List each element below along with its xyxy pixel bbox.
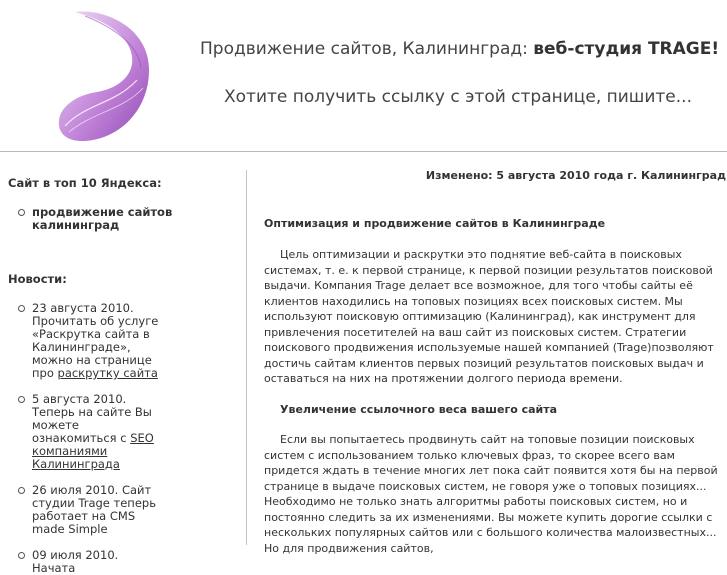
news-item (32, 484, 162, 536)
sidebar-top-link[interactable]: продвижение сайтов калининград (32, 205, 173, 232)
news-item (32, 302, 164, 380)
header-title (200, 39, 719, 59)
sidebar-top-list (8, 206, 240, 232)
news-list (8, 302, 240, 575)
article-paragraph-2: Если вы попытаетесь продвинуть сайт на топовые позиции поисковых систем с использованием только ключевых фраз, то скорее всего вам придется ждать в течение многих лет пока сайт появится хотя бы на первой странице в выдаче поисковых систем, не говоря уже о топовых позициях... Необходимо не только знать алгоритмы работы поисковых систем, но и постоянно следить за их изменениями. Вы можете купить дорогие ссылки с нескольких популярных сайтов или с большого количества малоизвестных... Но для продвижения сайтов, (264, 433, 718, 555)
news-text: 23 августа 2010. Прочитать об услуге «Раскрутка сайта в Калининграде», можно на странице про (32, 301, 159, 380)
news-item (32, 549, 162, 575)
site-header (0, 0, 727, 151)
trage-swirl-logo[interactable] (45, 8, 160, 144)
news-link-raskrutka[interactable]: раскрутку сайта (57, 366, 158, 380)
news-text: 5 августа 2010. Теперь на сайте Вы можете ознакомиться с (32, 392, 152, 445)
news-link-seo-companies[interactable]: SEO компаниями Калининграда (32, 431, 154, 471)
list-item (32, 206, 240, 232)
changed-date: Изменено: 5 августа 2010 года г. Калининград (425, 169, 726, 182)
article-subheading: Увеличение ссылочного веса вашего сайта (280, 402, 558, 416)
header-subtitle: Хотите получить ссылку с этой странице, пишите... (224, 87, 692, 107)
header-title-prefix: Продвижение сайтов, Калининград: (200, 39, 528, 59)
sidebar (8, 176, 240, 575)
header-title-strong: веб-студия TRAGE! (533, 39, 720, 59)
sidebar-top-heading: Сайт в топ 10 Яндекса: (8, 176, 162, 190)
header-divider (0, 151, 727, 152)
sidebar-news-heading: Новости: (8, 272, 67, 286)
column-divider (246, 170, 247, 545)
news-text: 26 июля 2010. Сайт студии Trage теперь работает на CMS made Simple (32, 483, 156, 536)
news-item (32, 393, 162, 471)
news-text: 09 июля 2010. Начата (32, 548, 119, 575)
main-content (264, 168, 726, 556)
article-paragraph-1: Цель оптимизации и раскрутки это поднятие веб-сайта в поисковых системах, т. е. к первой странице, к первой позиции результатов поисковой выдачи. Компания Trage делает все возможное, для того чтобы сайты её клиентов находились на топовых позициях всех поисковых систем. Мы используют поисковую оптимизацию (Калининград), как инструмент для привлечения посетителей на ваш сайт из поисковых систем. Стратегии поискового продвижения используемые нашей компанией (Trage)позволяют достичь сайтам клиентов первых позиций результатов поисковых выдач и оставаться на них на протяжении долгого периода времени. (264, 248, 714, 385)
article-heading: Оптимизация и продвижение сайтов в Калининграде (264, 216, 606, 230)
